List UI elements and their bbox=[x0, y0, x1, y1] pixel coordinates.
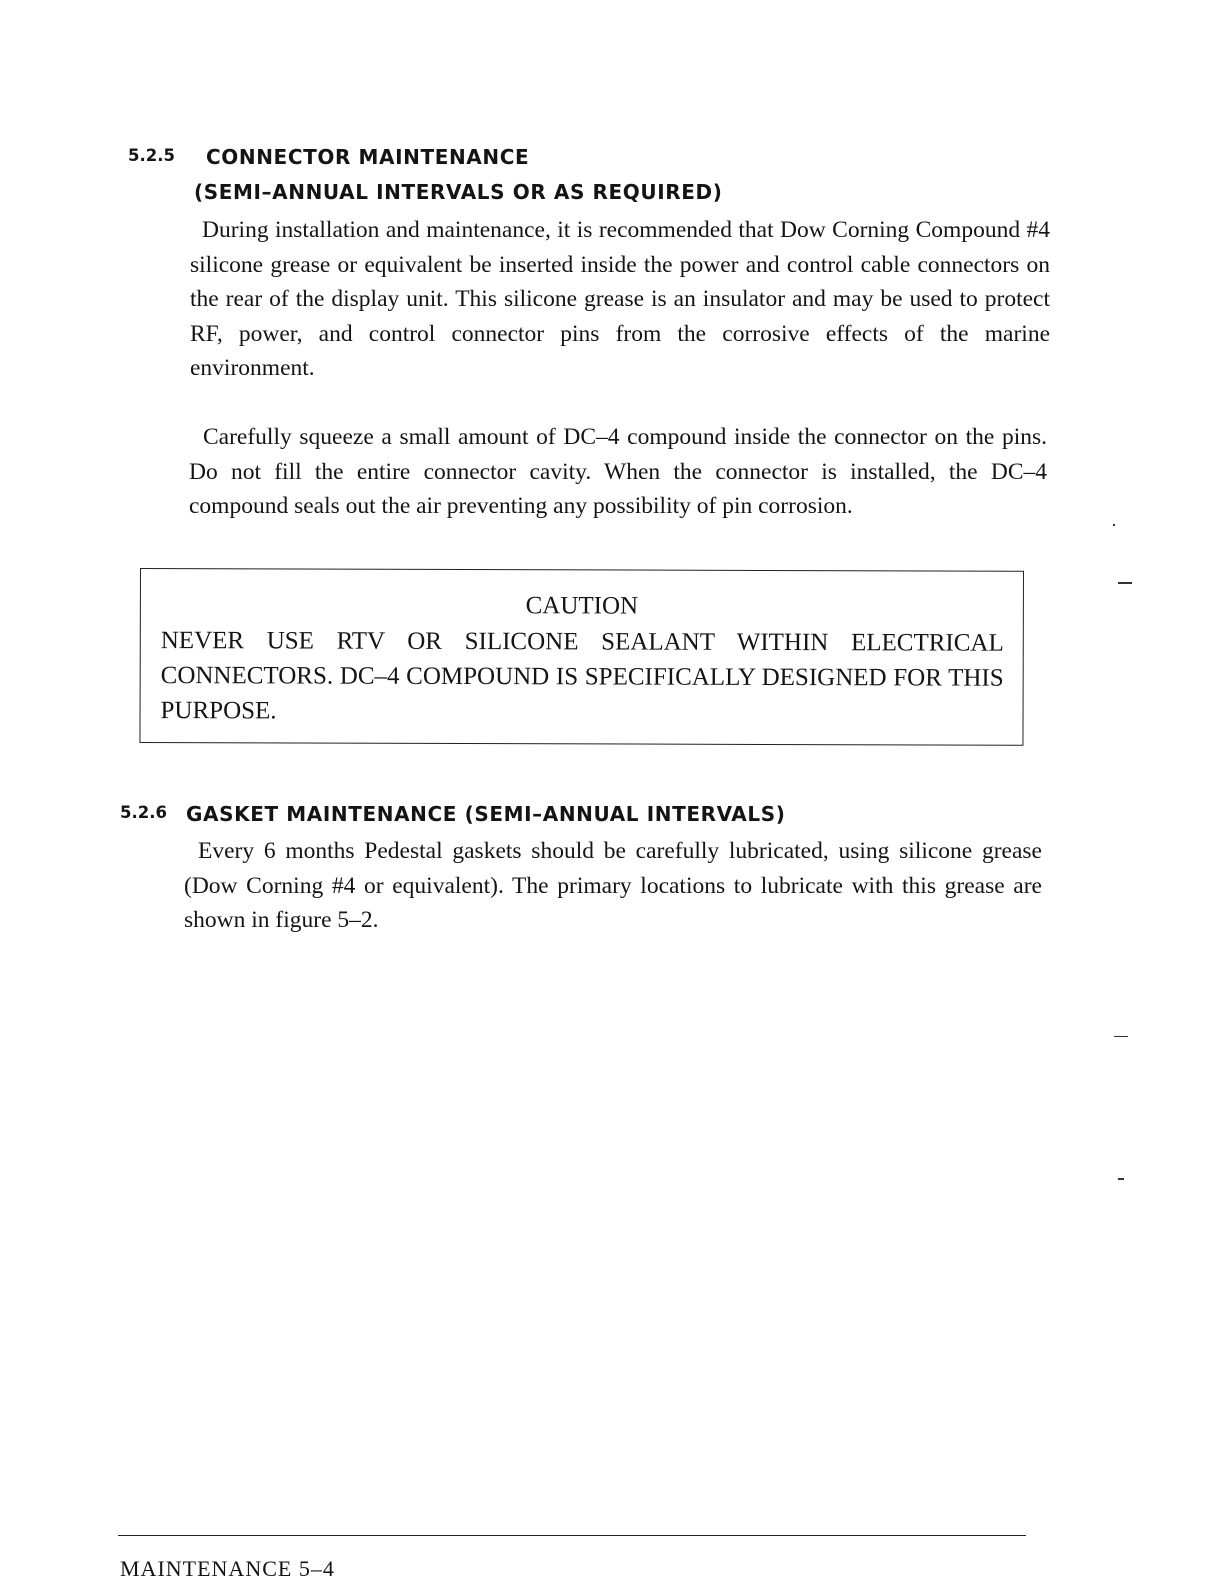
footer-page-label: MAINTENANCE 5–4 bbox=[120, 1556, 335, 1581]
section-heading-525: CONNECTOR MAINTENANCE bbox=[206, 145, 530, 169]
section-number-526: 5.2.6 bbox=[120, 803, 167, 822]
paragraph-connector-grease: During installation and maintenance, it is recommended that Dow Corning Compound #4 silicone grease or equivalent be inserted inside the power and control cable connectors on the rear of the display unit. This silicone grease is an insulator and may be used to protect RF, power, and control connector pins from the corrosive effects of the marine environment. bbox=[190, 217, 1050, 381]
caution-text: NEVER USE RTV OR SILICONE SEALANT WITHIN ELECTRICAL CONNECTORS. DC–4 COMPOUND IS SPECIFICALLY DESIGNED FOR THIS PURPOSE. bbox=[160, 627, 1004, 725]
section-heading-526: GASKET MAINTENANCE (SEMI–ANNUAL INTERVALS) bbox=[186, 802, 786, 826]
scan-mark bbox=[1113, 524, 1115, 526]
caution-box bbox=[139, 568, 1024, 746]
caution-title: CAUTION bbox=[525, 592, 639, 620]
section-number-525: 5.2.5 bbox=[128, 146, 175, 165]
footer-rule bbox=[118, 1535, 1026, 1536]
scan-mark bbox=[1114, 1036, 1128, 1037]
scan-mark bbox=[1118, 1178, 1124, 1180]
paragraph-gasket-lubrication: Every 6 months Pedestal gaskets should be carefully lubricated, using silicone grease (Dow Corning #4 or equivalent). The primary locations to lubricate with this grease are shown in figure 5–2. bbox=[184, 838, 1042, 933]
scan-mark bbox=[1118, 582, 1132, 584]
section-subheading-525: (SEMI–ANNUAL INTERVALS OR AS REQUIRED) bbox=[194, 180, 723, 204]
paragraph-dc4-compound: Carefully squeeze a small amount of DC–4 compound inside the connector on the pins. Do not fill the entire connector cavity. When the connector is installed, the DC–4 compound seals out the air preventing any possibility of pin corrosion. bbox=[189, 424, 1047, 519]
